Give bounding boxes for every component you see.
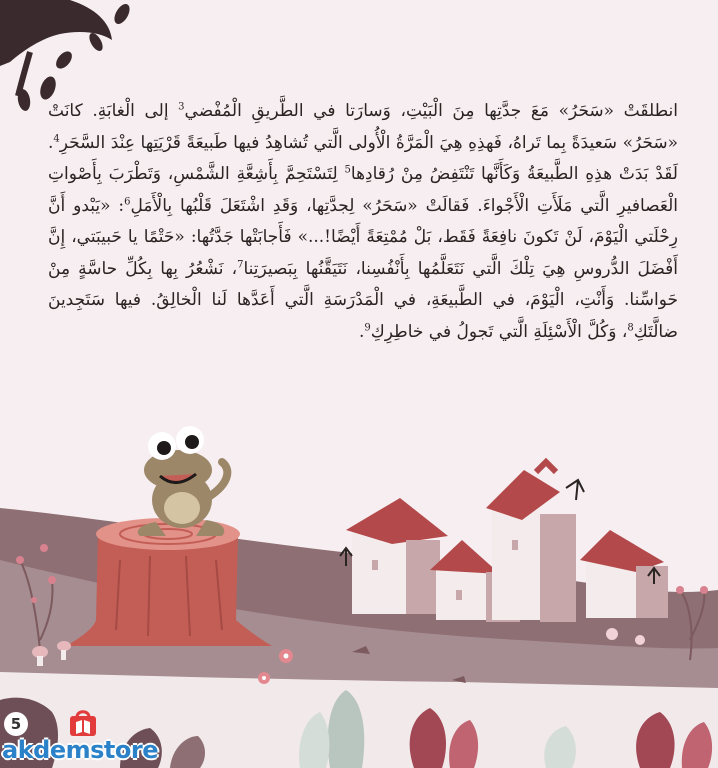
story-text-segment: انطلقَتْ «سَحَرُ» مَعَ جدَّتِها مِنَ الْبَيْتِ، وَسارَتا في الطَّريقِ الْمُفْضي [184,101,678,121]
story-text-segment: : «يَبْدو أَنَّ رِحْلَتي الْيَوْمَ، لَنْ تَكونَ نافِعَةً فَقَط، بَلْ مُمْتِعَةً أَيْضًا!...» فَأَجابَتْها جَدَّتُها: «حَتْمًا يا حَبيبَتي، إِنَّ أَفْضَلَ الدُّروسِ هِيَ تِلْكَ الَّتي نَتَعَلَّمُها بِأَنْفُسِنا، نَتَيَقَّنُها بِبَصيرَتِنا [48,195,678,279]
story-text [48,96,678,348]
story-paragraph [48,96,678,348]
footnote-marker: 7 [237,258,244,270]
story-text-segment: لِتَسْتَحِمَّ بِأَشِعَّةِ الشَّمْسِ، وَتَطْرَبَ بِأَصْواتِ الْعَصافيرِ الَّتي مَلَأَتِ الْأَجْواءَ. فَقالَتْ «سَحَرُ» لِجدَّتِها، وَقَدِ اشْتَعَلَ قَلْبُها بِالْأَمَلِ [48,164,678,216]
store-logo [2,708,172,766]
story-text-segment: إلى الْغابَةِ. كانَتْ «سَحَرُ» سَعيدَةً بِما تَراهُ، فَهذِهِ هِيَ الْمَرَّةُ الْأُولى الَّتي تُشاهِدُ فيها طَبيعَةً قَرْيَتِها عِنْدَ السَّحَرِ [48,101,678,153]
footnote-marker: 4 [53,132,60,144]
footnote-marker: 9 [364,321,371,333]
story-text-segment: . لَقَدْ بَدَتْ هذِهِ الطَّبيعَةُ وَكَأَنَّها تَنْتَفِضُ مِنْ رُقادِها [48,132,678,184]
story-text-segment: ، وَكُلَّ الْأَسْئِلَةِ الَّتي تَجولُ في خاطِرِكِ [370,321,628,342]
store-wordmark: akdemstore [2,736,158,764]
story-text-segment: . [359,321,365,342]
footnote-marker: 3 [178,101,185,113]
shopping-bag-icon [68,708,98,738]
footnote-marker: 5 [344,164,351,176]
page-number: 5 [4,712,28,736]
story-text-segment: ، نَشْعُرُ بِها بِكُلِّ حاسَّةٍ مِنْ حَواسِّنا. وَأَنْتِ، الْيَوْمَ، في الطَّبيعَةِ، في الْمَدْرَسَةِ الَّتي أَعَدَّها لَنا الْخالِقُ. فيها سَتَجِدينَ ضالَّتَكِ [48,258,678,342]
footnote-marker: 8 [627,321,634,333]
footnote-marker: 6 [124,195,131,207]
